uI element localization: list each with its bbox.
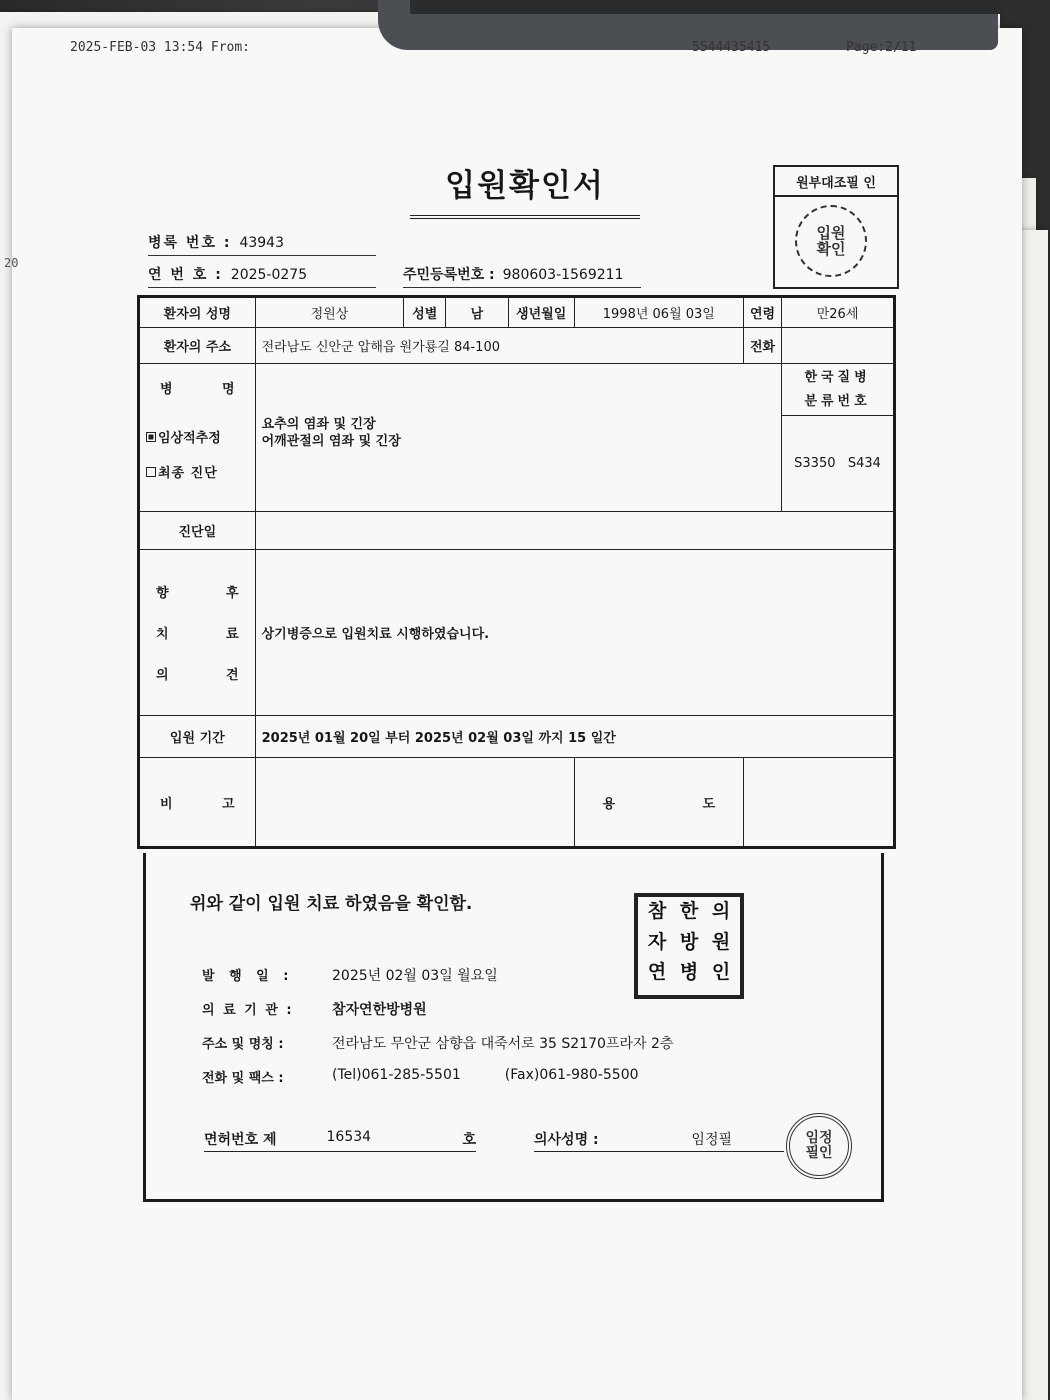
- admission-form-table: [137, 295, 896, 849]
- rrn-row: [403, 264, 641, 288]
- stamp-box-label: 원부대조필 인: [775, 167, 897, 197]
- opinion-label-row-1: 향 후: [156, 586, 239, 601]
- hospital-seal-icon: 참 한 의 자 방 원 연 병 인: [634, 893, 744, 999]
- issue-date-row: [202, 965, 498, 985]
- patient-row-2: [139, 328, 895, 364]
- kcd-header-line-2: 분류번호: [804, 393, 871, 409]
- confirmation-statement: 위와 같이 입원 치료 하였음을 확인함.: [190, 894, 473, 914]
- ward-number-label: 병록 번호 :: [148, 235, 232, 251]
- purpose-value: [744, 758, 895, 848]
- patient-row-1: [139, 297, 895, 328]
- fax-value: (Fax)061-980-5500: [504, 1067, 639, 1083]
- remarks-label-cell: [139, 758, 256, 848]
- verification-seal-icon: [795, 205, 867, 277]
- contact-row: [202, 1067, 639, 1086]
- age-value: 만26세: [782, 297, 895, 328]
- serial-number-row: [148, 264, 376, 288]
- diagnosis-row-top: [139, 364, 895, 416]
- purpose-label: 용 도: [602, 796, 715, 812]
- contact-label: 전화 및 팩스 :: [202, 1071, 284, 1086]
- hospital-address-value: 전라남도 무안군 삼향읍 대죽서로 35 S2170프라자 2층: [332, 1036, 674, 1052]
- document-title: 입원확인서: [410, 160, 640, 219]
- serial-number-value: 2025-0275: [230, 267, 308, 283]
- age-label: 연령: [744, 297, 782, 328]
- kcd-codes: S3350 S434: [782, 416, 895, 512]
- diagnosis-date-row: [139, 512, 895, 550]
- opinion-text: 상기병증으로 입원치료 시행하였습니다.: [255, 550, 894, 716]
- fax-header-number: 5544435415: [692, 40, 771, 55]
- scanner-device-edge: [410, 0, 1000, 14]
- doctor-seal-text: 임정 필인: [805, 1130, 833, 1161]
- opinion-label-row-2: 치 료: [156, 627, 239, 642]
- admission-period-row: [139, 716, 895, 758]
- fax-header-page: Page:2/11: [846, 40, 917, 55]
- diagnosis-text-cell: [255, 364, 782, 512]
- birth-value: 1998년 06월 03일: [574, 297, 743, 328]
- clinical-estimate-option[interactable]: 임상적추정: [146, 427, 249, 446]
- remarks-label: 비 고: [160, 796, 235, 812]
- diagnosis-line-1: 요추의 염좌 및 긴장: [261, 417, 376, 432]
- disease-name-label: 병 명: [160, 382, 235, 397]
- hospital-address-label: 주소 및 명칭 :: [202, 1037, 284, 1052]
- tel-value: (Tel)061-285-5501: [332, 1067, 461, 1083]
- ward-number-row: [148, 232, 376, 256]
- final-diagnosis-checkbox[interactable]: [146, 467, 156, 477]
- kcd-header-line-1: 한국질병: [804, 369, 871, 385]
- doctor-name: 임정필: [691, 1132, 732, 1148]
- opinion-row: [139, 550, 895, 716]
- institution-label: 의 료 기 관 :: [202, 1003, 294, 1018]
- fax-header-left: 2025-FEB-03 13:54 From:: [70, 40, 251, 55]
- opinion-label-cell: [139, 550, 256, 716]
- license-suffix: 호: [462, 1132, 476, 1148]
- ward-number-value: 43943: [239, 235, 284, 251]
- admission-period-value: 2025년 01월 20일 부터 2025년 02월 03일 까지 15 일간: [255, 716, 894, 758]
- license-row: [204, 1129, 784, 1152]
- phone-value: [782, 328, 895, 364]
- clinical-estimate-checkbox[interactable]: [146, 432, 156, 442]
- license-label: 면허번호 제: [204, 1132, 277, 1148]
- diagnosis-line-2: 어깨관절의 염좌 및 긴장: [261, 434, 401, 449]
- remarks-row: [139, 758, 895, 848]
- rrn-value: 980603-1569211: [502, 267, 624, 283]
- verification-seal-text: 입원 확인: [816, 224, 846, 258]
- rrn-label: 주민등록번호 :: [403, 267, 495, 283]
- verification-stamp-box: [773, 165, 899, 289]
- institution-row: [202, 999, 427, 1019]
- final-diagnosis-option[interactable]: 최종 진단: [146, 462, 249, 481]
- certification-footer: [143, 853, 884, 1202]
- address-name-row: [202, 1033, 673, 1053]
- sex-value: 남: [446, 297, 508, 328]
- kcd-header-cell: [782, 364, 895, 416]
- institution-value: 참자연한방병원: [332, 1002, 427, 1018]
- sex-label: 성별: [404, 297, 446, 328]
- remarks-value: [255, 758, 574, 848]
- admission-period-label: 입원 기간: [139, 716, 256, 758]
- doctor-underlined: [534, 1129, 784, 1152]
- birth-label: 생년월일: [508, 297, 574, 328]
- serial-number-label: 연 번 호 :: [148, 267, 223, 283]
- side-page-number: 20: [4, 256, 19, 270]
- purpose-label-cell: [574, 758, 743, 848]
- license-number: 16534: [326, 1129, 372, 1145]
- doctor-seal-icon: [786, 1113, 852, 1179]
- opinion-label-row-3: 의 견: [156, 668, 239, 683]
- patient-name-value: 정원상: [255, 297, 404, 328]
- diagnosis-label-cell: [139, 364, 256, 512]
- phone-label: 전화: [744, 328, 782, 364]
- license-underlined: [204, 1129, 476, 1152]
- issue-date-value: 2025년 02월 03일 월요일: [332, 968, 498, 984]
- issue-date-label: 발 행 일 :: [202, 969, 294, 984]
- patient-name-label: 환자의 성명: [139, 297, 256, 328]
- diagnosis-date-label: 진단일: [139, 512, 256, 550]
- address-value: 전라남도 신안군 압해읍 원가룡길 84-100: [255, 328, 743, 364]
- doctor-label: 의사성명 :: [534, 1132, 599, 1148]
- diagnosis-date-value: [255, 512, 894, 550]
- address-label: 환자의 주소: [139, 328, 256, 364]
